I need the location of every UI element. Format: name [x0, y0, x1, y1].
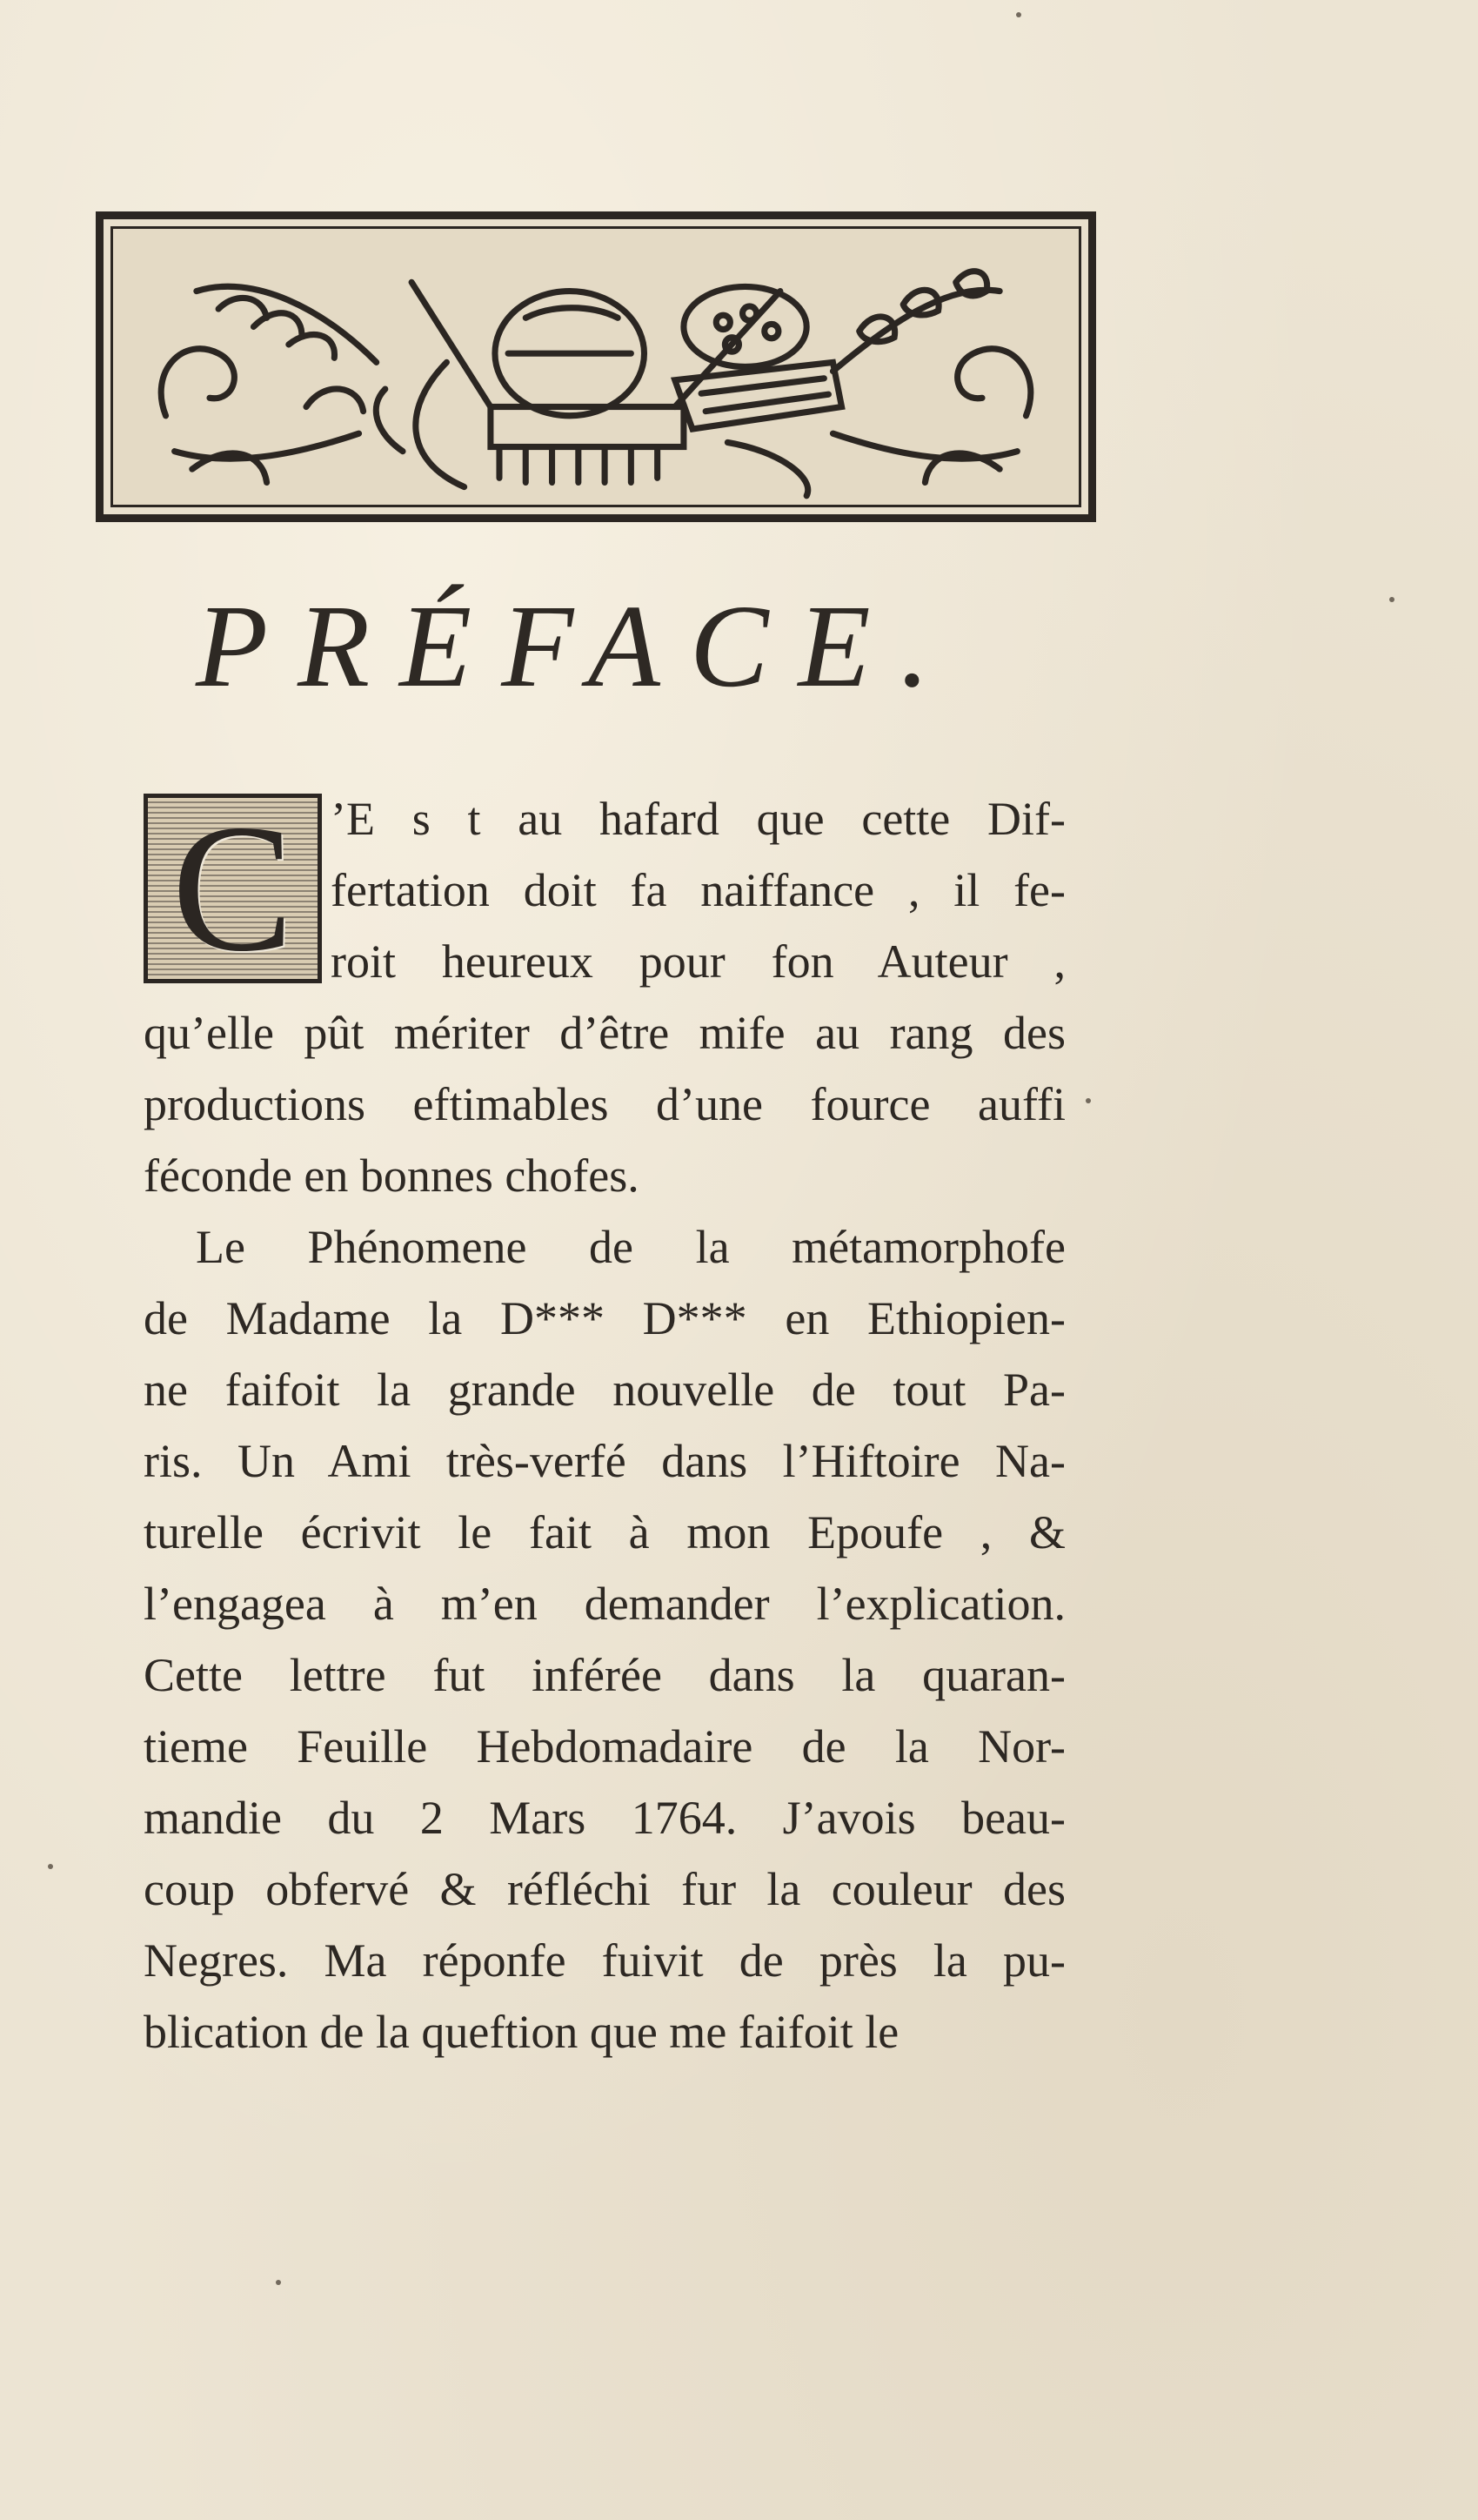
text-line: ne faifoit la grande nouvelle de tout Pa- — [144, 1364, 1066, 1416]
text-line: ’E s t au hafard que cette Dif- — [331, 793, 1066, 845]
paper-speck — [1389, 597, 1394, 602]
text-line: qu’elle pût mériter d’être mife au rang des — [144, 1007, 1066, 1059]
paper-speck — [48, 1864, 53, 1869]
text-line: blication de la queftion que me faifoit le — [144, 2006, 900, 2058]
text-line: turelle écrivit le fait à mon Epoufe , & — [144, 1506, 1066, 1558]
text-line: féconde en bonnes chofes. — [144, 1149, 639, 1202]
text-line: l’engagea à m’en demander l’explication. — [144, 1578, 1066, 1630]
text-line: Negres. Ma réponfe fuivit de près la pu- — [144, 1934, 1066, 1987]
text-line: Le Phénomene de la métamorphofe — [196, 1221, 1066, 1273]
text-line: coup obfervé & réfléchi fur la couleur des — [144, 1863, 1066, 1915]
text-line: mandie du 2 Mars 1764. J’avois beau- — [144, 1792, 1066, 1844]
text-line: productions eftimables d’une fource auffi — [144, 1078, 1066, 1130]
text-line: ris. Un Ami très-verfé dans l’Hiftoire Na- — [144, 1435, 1066, 1487]
text-line: fertation doit fa naiffance , il fe- — [331, 864, 1066, 916]
body-text — [144, 783, 1066, 2068]
text-line: tieme Feuille Hebdomadaire de la Nor- — [144, 1720, 1066, 1773]
drop-cap — [144, 788, 322, 989]
paper-speck — [276, 2280, 281, 2285]
paper-speck — [1086, 1098, 1091, 1103]
text-line: Cette lettre fut inférée dans la quaran- — [144, 1649, 1066, 1701]
paper-speck — [1016, 12, 1021, 17]
drop-cap-letter: C — [171, 788, 294, 989]
ornamental-headpiece-icon — [113, 229, 1079, 505]
page-title: PRÉFACE. — [196, 581, 960, 712]
headpiece-frame — [110, 226, 1081, 507]
ornamental-headpiece — [96, 211, 1096, 522]
text-line: roit heureux pour fon Auteur , — [331, 935, 1066, 988]
text-line: de Madame la D*** D*** en Ethiopien- — [144, 1292, 1066, 1344]
